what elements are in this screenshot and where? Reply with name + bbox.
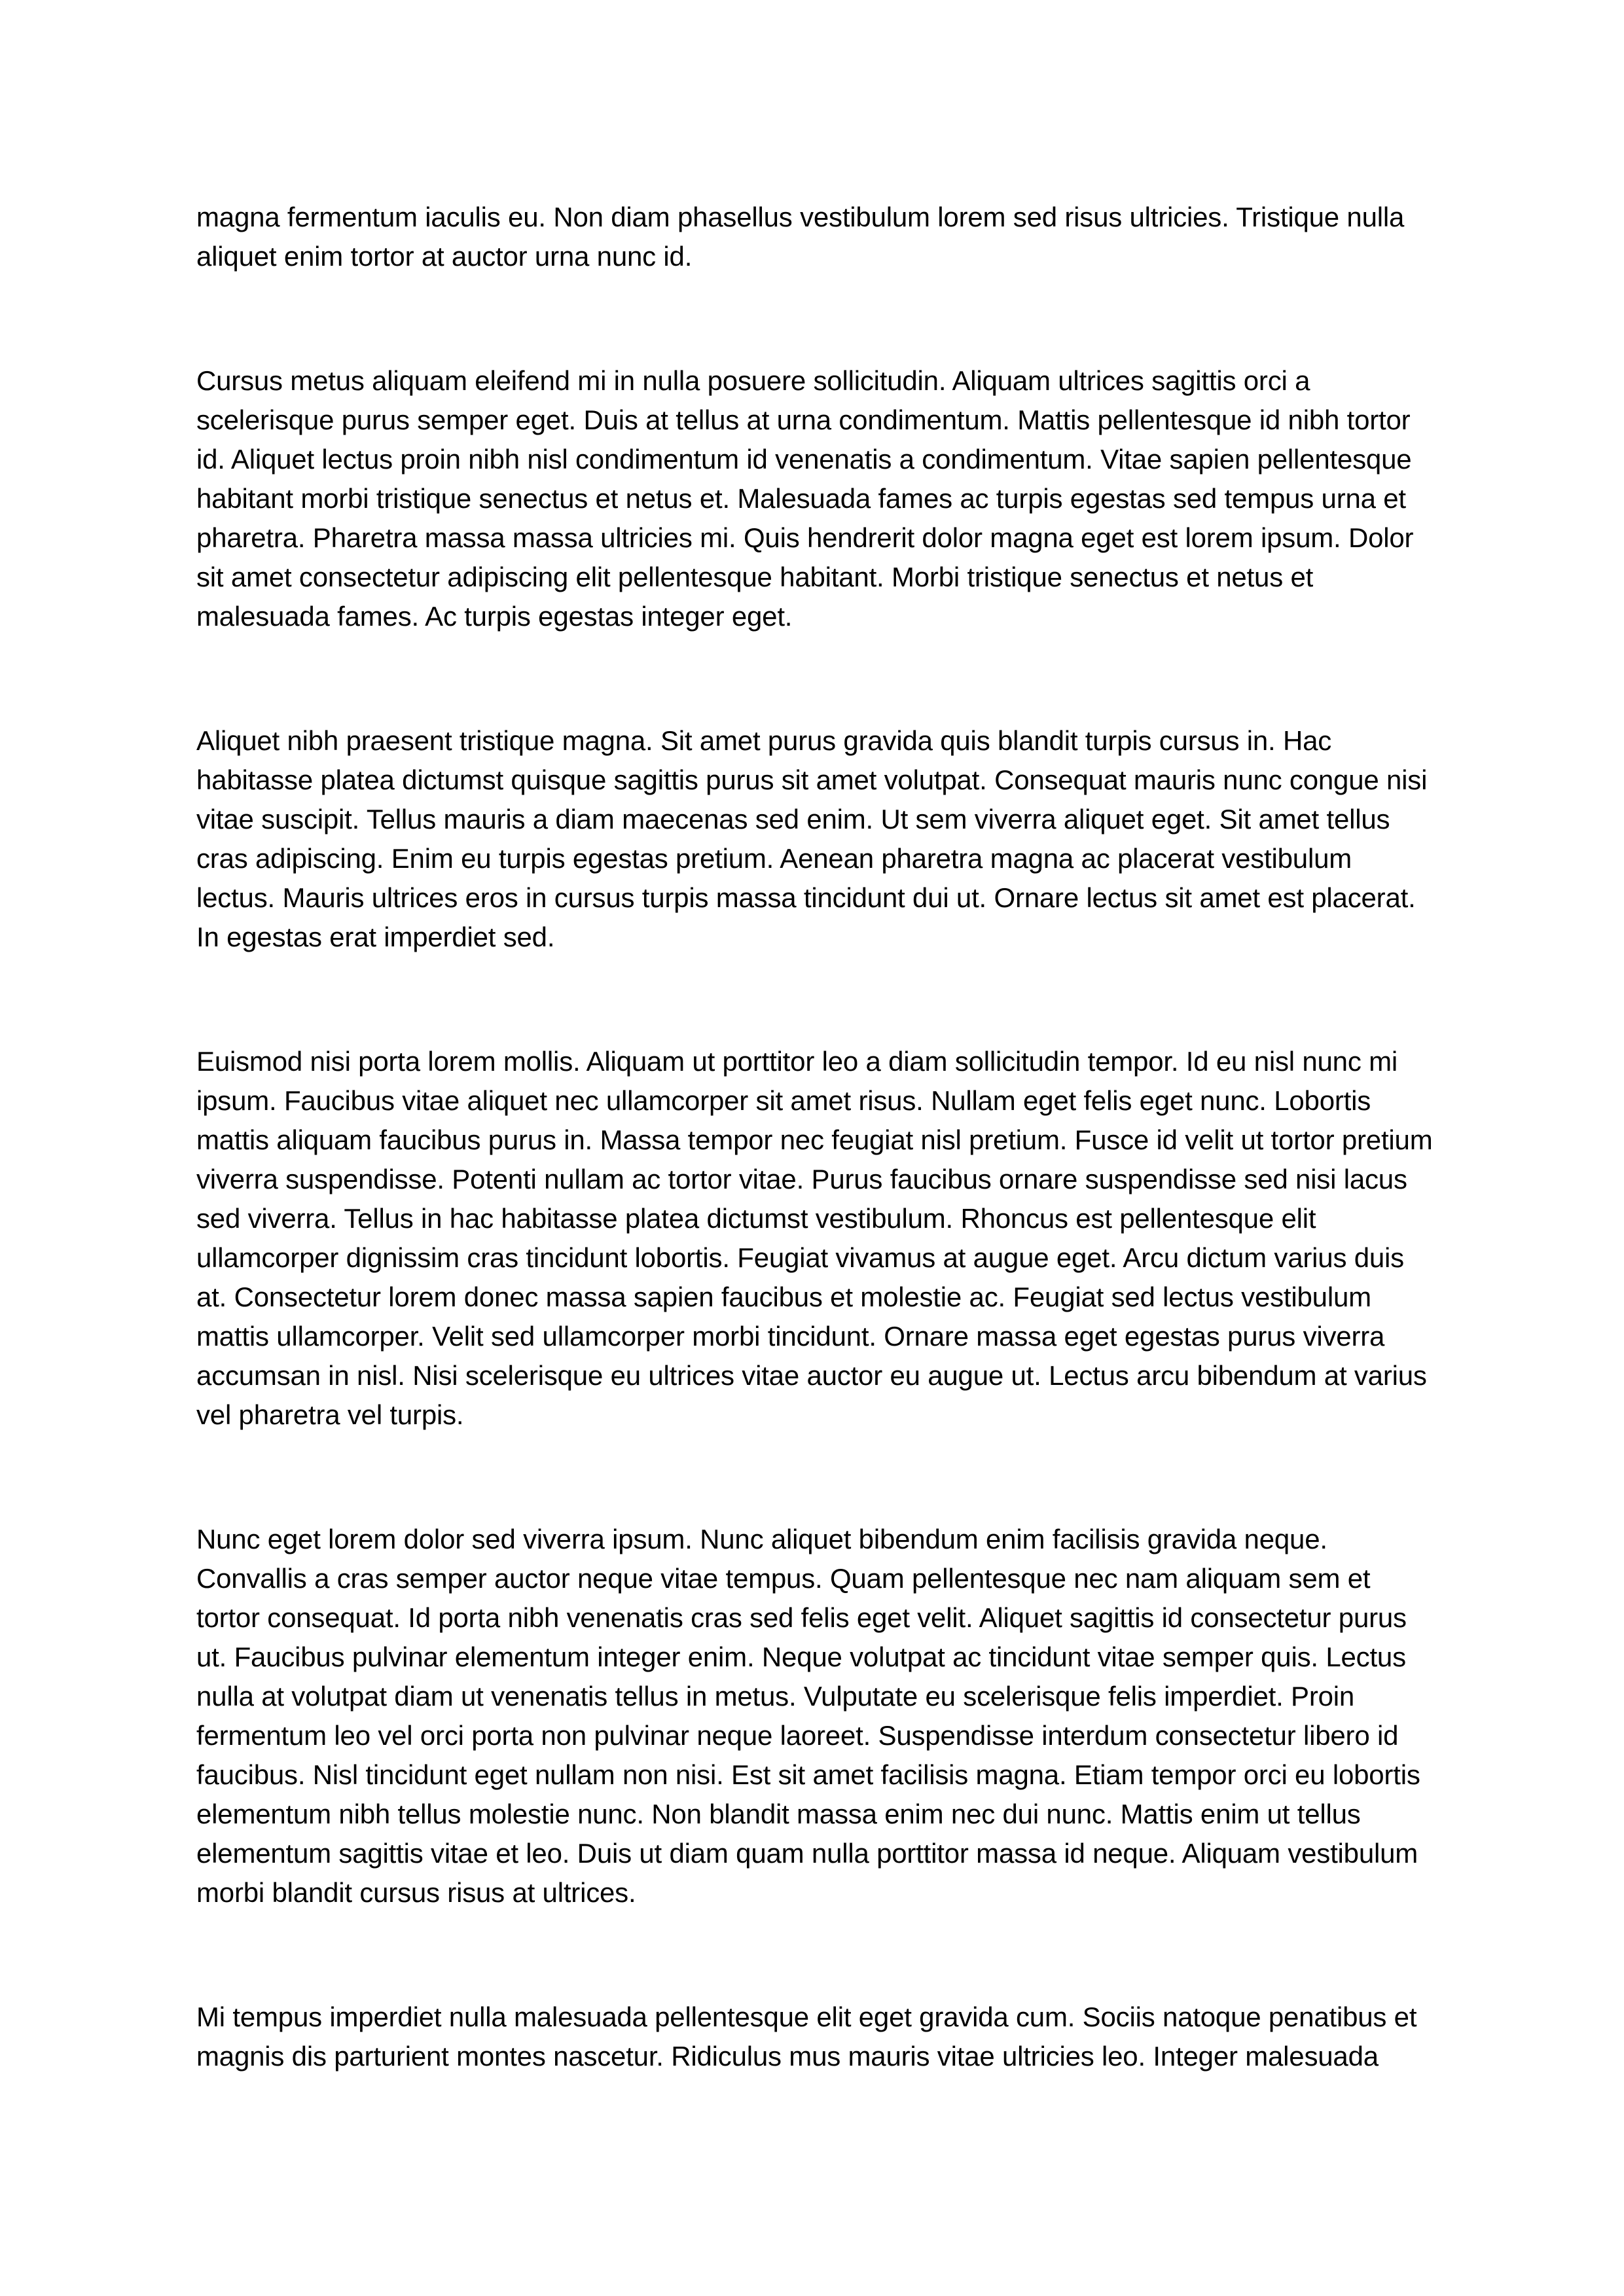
paragraph-2: Cursus metus aliquam eleifend mi in nulla posuere sollicitudin. Aliquam ultrices sagittis orci a scelerisque purus semper eget. Duis at tellus at urna condimentum. Mattis pellentesque id nibh tortor id. Aliquet lectus proin nibh nisl condimentum id venenatis a condimentum. Vitae sapien pellentesque habitant morbi tristique senectus et netus et. Malesuada fames ac turpis egestas sed tempus urna et pharetra. Pharetra massa massa ultricies mi. Quis hendrerit dolor magna eget est lorem ipsum. Dolor sit amet consectetur adipiscing elit pellentesque habitant. Morbi tristique senectus et netus et malesuada fames. Ac turpis egestas integer eget. <box>196 365 1414 632</box>
paragraph-4: Euismod nisi porta lorem mollis. Aliquam ut porttitor leo a diam sollicitudin tempor. Id eu nisl nunc mi ipsum. Faucibus vitae aliquet nec ullamcorper sit amet risus. Nullam eget felis eget nunc. Lobortis mattis aliquam faucibus purus in. Massa tempor nec feugiat nisl pretium. Fusce id velit ut tortor pretium viverra suspendisse. Potenti nullam ac tortor vitae. Purus faucibus ornare suspendisse sed nisi lacus sed viverra. Tellus in hac habitasse platea dictumst vestibulum. Rhoncus est pellentesque elit ullamcorper dignissim cras tincidunt lobortis. Feugiat vivamus at augue eget. Arcu dictum varius duis at. Consectetur lorem donec massa sapien faucibus et molestie ac. Feugiat sed lectus vestibulum mattis ullamcorper. Velit sed ullamcorper morbi tincidunt. Ornare massa eget egestas purus viverra accumsan in nisl. Nisi scelerisque eu ultrices vitae auctor eu augue ut. Lectus arcu bibendum at varius vel pharetra vel turpis. <box>196 1046 1433 1430</box>
paragraph-1: magna fermentum iaculis eu. Non diam phasellus vestibulum lorem sed risus ultricies. Tristique nulla aliquet enim tortor at auctor urna nunc id. <box>196 202 1405 272</box>
paragraph-3: Aliquet nibh praesent tristique magna. Sit amet purus gravida quis blandit turpis cursus in. Hac habitasse platea dictumst quisque sagittis purus sit amet volutpat. Consequat mauris nunc congue nisi vitae suscipit. Tellus mauris a diam maecenas sed enim. Ut sem viverra aliquet eget. Sit amet tellus cras adipiscing. Enim eu turpis egestas pretium. Aenean pharetra magna ac placerat vestibulum lectus. Mauris ultrices eros in cursus turpis massa tincidunt dui ut. Ornare lectus sit amet est placerat. In egestas erat imperdiet sed. <box>196 725 1428 952</box>
paragraph-5: Nunc eget lorem dolor sed viverra ipsum. Nunc aliquet bibendum enim facilisis gravida neque. Convallis a cras semper auctor neque vitae tempus. Quam pellentesque nec nam aliquam sem et tortor consequat. Id porta nibh venenatis cras sed felis eget velit. Aliquet sagittis id consectetur purus ut. Faucibus pulvinar elementum integer enim. Neque volutpat ac tincidunt vitae semper quis. Lectus nulla at volutpat diam ut venenatis tellus in metus. Vulputate eu scelerisque felis imperdiet. Proin fermentum leo vel orci porta non pulvinar neque laoreet. Suspendisse interdum consectetur libero id faucibus. Nisl tincidunt eget nullam non nisi. Est sit amet facilisis magna. Etiam tempor orci eu lobortis elementum nibh tellus molestie nunc. Non blandit massa enim nec dui nunc. Mattis enim ut tellus elementum sagittis vitae et leo. Duis ut diam quam nulla porttitor massa id neque. Aliquam vestibulum morbi blandit cursus risus at ultrices. <box>196 1524 1420 1908</box>
paragraph-6: Mi tempus imperdiet nulla malesuada pellentesque elit eget gravida cum. Sociis natoque penatibus et magnis dis parturient montes nascetur. Ridiculus mus mauris vitae ultricies leo. Integer malesuada <box>196 2001 1417 2072</box>
document-text-body <box>196 198 1434 2076</box>
